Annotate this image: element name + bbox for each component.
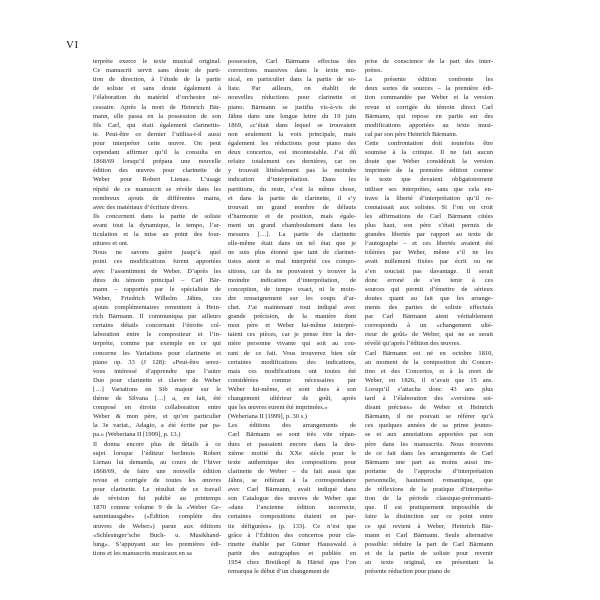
text-line: fils Carl, qui était également clarinettis- (93, 121, 221, 129)
text-line: corrections massives dans le texte mu- (228, 67, 356, 75)
text-line: partitions, du reste, c’est la même chose, (228, 185, 356, 193)
text-line: te. Peut-être ce dernier l’utilisa-t-il aussi (93, 130, 221, 138)
page-number: VI (66, 39, 79, 51)
text-line: rinette établie par Günter Hausswald à (228, 540, 356, 548)
text-line: mesures […]. La partie de clarinette (228, 231, 356, 239)
text-line: également les réductions pour piano des (228, 139, 356, 147)
text-line: de ce fait dans les arrangements de Carl (365, 449, 493, 457)
text-line: présente réduction pour piano de (365, 568, 451, 576)
text-line: s’en souciait pas davantage. Il serait (365, 267, 493, 275)
text-line: mann et Carl Bärmann. Seule alternative (365, 531, 493, 539)
text-line: mann, elle passa en la possession de son (93, 112, 221, 120)
text-line: «dans l’ancienne édition incorrecte, (228, 504, 356, 512)
text-line: rant de ce fait. Vous trouverez bien sûr (228, 349, 356, 357)
text-line: vous intéressé d’apprendre que l’autre (93, 367, 221, 375)
text-line: lung». S’appuyant sur les premières édi- (93, 540, 221, 548)
text-line: tions et les manuscrits musicaux en sa (93, 549, 192, 557)
text-line: sammtausgabe» («Édition complète des (93, 513, 221, 521)
text-column-right (365, 57, 493, 576)
text-line: avec des matériaux d’écriture divers. (93, 203, 189, 211)
text-line: indication d’interprétation. Dans les (228, 176, 356, 184)
text-line: son Catalogue des œuvres de Weber que (228, 495, 356, 503)
text-line: dires du témoin principal – Carl Bär- (93, 276, 221, 284)
text-line: certaines modifications des indications, (228, 358, 356, 366)
text-line: certaines compositions étaient en par- (228, 513, 356, 521)
text-line: l’élaboration du matériel d’orchestre né- (93, 94, 221, 102)
text-line: mon père et Weber lui-même interpré- (228, 322, 356, 330)
text-line: plus haut, son père s’était permis de (365, 221, 493, 229)
text-line: avait nullement fixées par écrit ou ne (365, 258, 493, 266)
text-line: se et aux annotations apportées par son (365, 431, 493, 439)
text-line: personnelle, hautement romantique, que (365, 477, 493, 485)
text-line: possession, Carl Bärmann effectua des (228, 58, 356, 65)
text-line: 1870 comme volume 9 de la «Weber Ge- (93, 504, 221, 512)
text-line: piano op. 33 (J 128): «Peut-être serez- (93, 358, 221, 366)
text-line: nombreux ajouts de différentes mains, (93, 194, 221, 202)
text-line: Nous ne savons guère jusqu’à quel (93, 249, 221, 257)
text-line: rieur de goût» de Weber, qui ne se serait (365, 331, 493, 339)
text-line: terprète exerce le texte musical original. (93, 58, 221, 65)
text-line: donc erroné de s’en tenir à ces (365, 276, 493, 284)
text-line: refaire totalement ces dernières, car on (228, 158, 356, 166)
text-column-left (93, 57, 221, 558)
text-line: l’autographe – et ces libertés avaient été (365, 240, 493, 248)
text-line: revue et corrigée de toutes les œuvres (93, 477, 221, 485)
text-line: portante de l’approche d’interprétation (365, 467, 493, 475)
text-line: révélé qu’après l’édition des œuvres. (365, 340, 461, 348)
text-line: doute que Weber considérait la version (365, 158, 493, 166)
text-line: (Weberiana II [1999], p. 30 s.) (228, 413, 307, 421)
text-line: Duo pour clarinette et clavier de Weber (93, 376, 221, 384)
text-line: texte authentique des compositions pour (228, 458, 356, 466)
text-line: deux concertos, est incontestable. J’ai dû (228, 149, 356, 157)
text-line: pour clarinette. Le résultat de ce travail (93, 486, 221, 494)
text-line: au moment de la composition du Concer- (365, 358, 493, 366)
text-line: Weber, en 1826, il n’avait que 15 ans. (365, 376, 493, 384)
text-line: Bärmann, qui repose en partie sur des (365, 112, 493, 120)
text-line: tie défigurées» (p. 133). Ce n’est que (228, 522, 356, 530)
text-line: Carl Bärmann est né en octobre 1810, (365, 349, 493, 357)
text-line: ne suis plus étonné que tant de clarinet- (228, 249, 356, 257)
text-line: avec l’assentiment de Weber. D’après les (93, 267, 221, 275)
text-line: changement ultérieur de goût, après (228, 395, 356, 403)
text-line: imprimée de la première édition comme (365, 167, 493, 175)
text-line: sical, en particulier dans la partie de so- (228, 76, 356, 84)
text-line: le texte que devaient obligatoirement (365, 176, 493, 184)
text-line: sujet lorsque l’éditeur berlinois Robert (93, 449, 221, 457)
text-line: grande précision, de la manière dont (228, 313, 356, 321)
text-line: disant précises» de Weber et Heinrich (365, 404, 493, 412)
text-line: Weber lui-même, et sont dues à son (228, 385, 356, 393)
text-line: considérées comme nécessaires par (228, 376, 356, 384)
text-line: connaissait aux solistes. Si l’on en croit (365, 203, 493, 211)
text-line: Jähns, se référant à la correspondance (228, 477, 356, 485)
text-line: ajouts complémentaires remontent à Hein- (93, 303, 221, 311)
text-line: terprète, comme par exemple en ce qui (93, 340, 221, 348)
text-line: tolérées par Weber, même s’il ne les (365, 249, 493, 257)
text-line: prètes. (365, 67, 383, 75)
text-line: grandes libertés par rapport au texte de (365, 231, 493, 239)
text-line: Lienau lui demanda, au cours de l’hiver (93, 458, 221, 466)
text-line: cal par son père Heinrich Bärmann. (365, 130, 458, 138)
text-line: Bärmann une part au moins aussi im- (365, 458, 493, 466)
text-line: La présente édition confronte les (365, 76, 493, 84)
text-line: père dans les manuscrits. Nous trouvons (365, 440, 493, 448)
text-line: tion de la période classique-préromanti- (365, 495, 493, 503)
text-line: tard à l’élaboration des «versions soi- (365, 395, 493, 403)
text-line: y trouvait littéralement pas la moindre (228, 167, 356, 175)
text-line: possible: réduire la part de Carl Bärmann (365, 540, 493, 548)
text-line: laboration entre le compositeur et l’in- (93, 331, 221, 339)
text-line: Weber pour Robert Lienau. L’usage (93, 176, 221, 184)
text-line: ments des parties de soliste effectués (365, 303, 493, 311)
text-line: mais ces modifications ont toutes été (228, 367, 356, 375)
text-line: prise de conscience de la part des inter- (365, 58, 493, 65)
text-line: revue et corrigée du témoin direct Carl (365, 103, 493, 111)
text-line: pour interpréter cette œuvre. On peut (93, 139, 221, 147)
text-line: chet. J’ai maintenant tout indiqué avec (228, 303, 356, 311)
text-line: Ce manuscrit servit sans doute de parti- (93, 67, 221, 75)
text-line: que les œuvres eurent été imprimées.» (228, 404, 328, 412)
text-line: de révision fut publié au printemps (93, 495, 221, 503)
text-line: avant tout la dynamique, le tempo, l’ar- (93, 221, 221, 229)
text-line: «Schlesinger’sche Buch- u. Musikhand- (93, 531, 221, 539)
text-column-middle (228, 57, 356, 576)
text-line: la 3e variat., Adagio, a été écrite par pa- (93, 422, 221, 430)
text-line: répété de ce manuscrit se révèle dans les (93, 185, 221, 193)
text-line: modifications apportées au texte musi- (365, 121, 493, 129)
text-line: doutes quant au fait que les arrange- (365, 294, 493, 302)
text-line: Cette confrontation doit toutefois être (365, 139, 493, 147)
text-line: clarinette de Weber – du fait aussi que (228, 467, 356, 475)
text-line: point ces modifications furent apportées (93, 258, 221, 266)
text-line: remarqua le début d’un changement de (228, 568, 330, 576)
text-line: utiliser ses interprètes, sans que cela en- (365, 185, 493, 193)
text-line: Ils concernent dans la partie de soliste (93, 212, 221, 220)
text-line: nouvelles réductions pour clarinette et (228, 94, 356, 102)
text-line: les affirmations de Carl Bärmann citées (365, 212, 493, 220)
text-line: ment un grand chamboulement dans les (228, 221, 356, 229)
text-line: liste. Par ailleurs, on établit de (228, 85, 356, 93)
text-line: Weber, Friedrich Wilhelm Jähns, ces (93, 294, 221, 302)
text-line: sources qui permit d’émettre de sérieux (365, 285, 493, 293)
text-line: tino et des Concertos, et à la mort de (365, 367, 493, 375)
text-line: tion de direction, à l’étude de la partie (93, 76, 221, 84)
text-line: Lorsqu’il s’attacha donc 43 ans plus (365, 385, 493, 393)
text-line: taient ces pièces, car je pense être la der- (228, 331, 356, 339)
text-line: Weber & mon père, et qu’en particulier (93, 413, 221, 421)
text-line: soumise à la critique. Il ne fait aucun (365, 149, 493, 157)
text-line: partir des autographes et publiée en (228, 549, 356, 557)
text-line: nitures et ont. (93, 240, 129, 248)
text-line: grâce à l’Édition des concertos pour cla- (228, 531, 356, 539)
text-line: xième moitié du XXe siècle pour le (228, 449, 356, 457)
text-line: Il donna encore plus de détails à ce (93, 440, 221, 448)
text-line: ce qui revient à Weber, Heinrich Bär- (365, 522, 493, 530)
text-line: tistes aient si mal interprété ces compo- (228, 258, 356, 266)
text-line: œuvres de Weber») parue aux éditions (93, 522, 221, 530)
text-line: cessaire. Après la mort de Heinrich Bär- (93, 103, 221, 111)
text-line: Bärmann, il ne pouvait se référer qu’à (365, 413, 493, 421)
text-line: avec Carl Bärmann, avait indiqué dans (228, 486, 356, 494)
text-line: Les éditions des arrangements de (228, 422, 356, 430)
text-line: certains détails concernant l’étroite col- (93, 322, 221, 330)
text-line: dues et passaient encore dans la deu- (228, 440, 356, 448)
text-line: dre renseignement sur les coups d’ar- (228, 294, 356, 302)
text-line: correspondu à un «changement ulté- (365, 322, 493, 330)
text-line: 1868/69, de faire une nouvelle édition (93, 467, 221, 475)
text-line: Carl Bärmann se sont très vite répan- (228, 431, 356, 439)
text-line: trouvait un grand nombre de défauts (228, 203, 356, 211)
text-line: concerne les Variations pour clarinette et (93, 349, 221, 357)
text-line: ces quelques années de sa prime jeunes- (365, 422, 493, 430)
text-line: 1954 chez Breitkopf & Härtel que l’on (228, 559, 356, 567)
text-line: de soliste et sans doute également à (93, 85, 221, 93)
text-line: pa.» (Weberiana II [1999], p. 13.) (93, 431, 181, 439)
text-line: non seulement la voix principale, mais (228, 130, 356, 138)
text-line: thème de Silvana […] a, en fait, été (93, 395, 221, 403)
text-line: cependant affirmer qu’il la consulta en (93, 149, 221, 157)
text-line: 1868/69 lorsqu’il prépara une nouvelle (93, 158, 221, 166)
text-line: ticulation et la mise au point des four- (93, 231, 221, 239)
text-line: 1869, «c’était dans lequel se trouvaient (228, 121, 356, 129)
text-line: sitions, car ils ne pouvaient y trouver la (228, 267, 356, 275)
text-line: piano. Bärmann se justifia vis-à-vis de (228, 103, 356, 111)
text-line: que. Il est pratiquement impossible de (365, 504, 493, 512)
text-line: et de la partie de soliste pour revenir (365, 549, 493, 557)
text-line: conception, de tempo exact, ni le moin- (228, 285, 356, 293)
text-line: au texte original, en présentant la (365, 559, 493, 567)
text-line: moindre indication d’interprétation, de (228, 276, 356, 284)
text-line: d’harmonie et de position, mais égale- (228, 212, 356, 220)
text-line: Jähns dans une longue lettre du 19 juin (228, 112, 356, 120)
text-line: édition des œuvres pour clarinette de (93, 167, 221, 175)
text-line: faire la distinction sur ce point entre (365, 513, 493, 521)
text-line: trave la liberté d’interprétation qu’il re- (365, 194, 493, 202)
text-line: elle-même était dans un tel état que je (228, 240, 356, 248)
text-line: composé en étroite collaboration entre (93, 404, 221, 412)
text-line: tion commandée par Weber et la version (365, 94, 493, 102)
text-line: de réflexions de la pratique d’interpréta- (365, 486, 493, 494)
text-line: mann – rapportés par le spécialiste de (93, 285, 221, 293)
text-line: deux sortes de sources – la première édi- (365, 85, 493, 93)
text-line: par Carl Bärmann aient véritablement (365, 313, 493, 321)
text-line: […] Variations en Sib majeur sur le (93, 385, 221, 393)
text-line: rich Bärmann. Il communiqua par ailleurs (93, 313, 221, 321)
text-line: nière personne vivante qui soit au cou- (228, 340, 356, 348)
text-line: et dans la partie de clarinette, il s’y (228, 194, 356, 202)
